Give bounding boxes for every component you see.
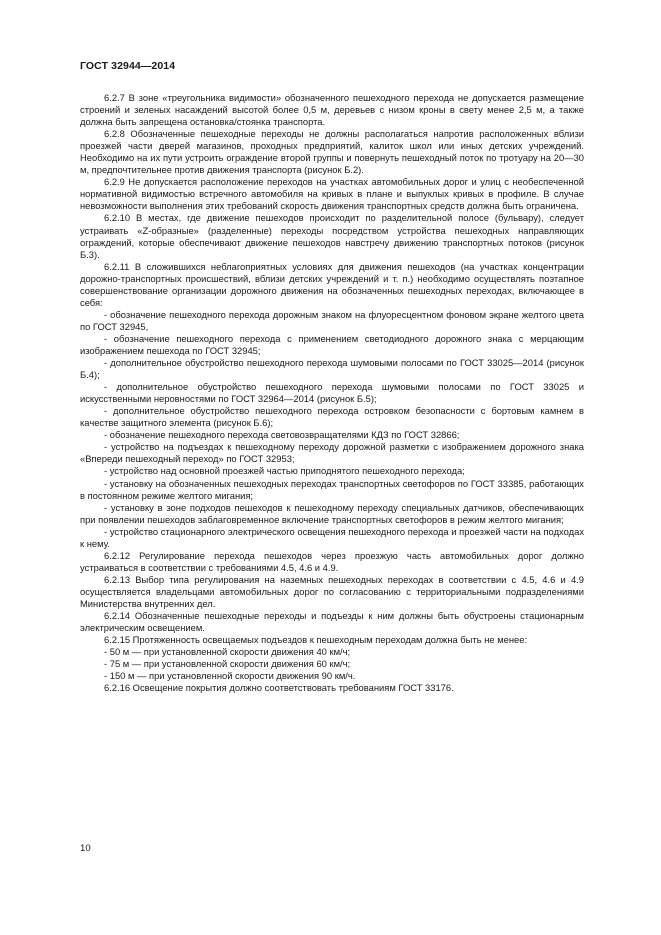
- clause-6-2-8: 6.2.8 Обозначенные пешеходные переходы не должны располагаться напротив расположенных вблизи проезжей части дверей магазинов, проходных предприятий, калиток школ или иных детских учреждений. Необходимо на их пути устроить ограждение второй группы и повернуть пешеходный поток по тротуару на 20—30 м, предпочтительнее против движения транспорта (рисунок Б.2).: [80, 128, 584, 176]
- document-header: ГОСТ 32944—2014: [80, 60, 176, 72]
- clause-6-2-15: 6.2.15 Протяженность освещаемых подъездов к пешеходным переходам должна быть не менее:: [104, 634, 528, 646]
- list-item: - 50 м — при установленной скорости движения 40 км/ч;: [104, 646, 351, 658]
- list-item: - устройство стационарного электрического освещения пешеходного перехода и проезжей части на подходах к нему.: [80, 525, 584, 549]
- list-item: - 75 м — при установленной скорости движения 60 км/ч;: [104, 658, 351, 670]
- list-item: - дополнительное обустройство пешеходного перехода островком безопасности с бортовым камнем в качестве защитного элемента (рисунок Б.6);: [80, 405, 584, 429]
- list-item: - установку в зоне подходов пешеходов к пешеходному переходу специальных датчиков, обеспечивающих при появлении пешеходов заблаговременное включение транспортных светофоров в режим желтого мигания;: [80, 501, 584, 525]
- clause-6-2-12: 6.2.12 Регулирование перехода пешеходов через проезжую часть автомобильных дорог должно устраиваться в соответствии с требованиями 4.5, 4.6 и 4.9.: [80, 549, 584, 573]
- clause-6-2-7: 6.2.7 В зоне «треугольника видимости» обозначенного пешеходного перехода не допускается размещение строений и зеленых насаждений высотой более 0,5 м, деревьев с низом кроны в свету менее 2,5 м, а также должна быть запрещена остановка/стоянка транспорта.: [80, 92, 584, 128]
- clause-6-2-14: 6.2.14 Обозначенные пешеходные переходы и подъезды к ним должны быть обустроены стационарным электрическим освещением.: [80, 610, 584, 634]
- list-item: - 150 м — при установленной скорости движения 90 км/ч.: [104, 670, 356, 682]
- list-item: - дополнительное обустройство пешеходного перехода шумовыми полосами по ГОСТ 33025—2014 (рисунок Б.4);: [80, 357, 584, 381]
- clause-6-2-9: 6.2.9 Не допускается расположение переходов на участках автомобильных дорог и улиц с необеспеченной нормативной видимостью встречного автомобиля на кривых в плане и выпуклых кривых в профиле. В случае невозможности выполнения этих требований скорость движения транспортных средств должна быть ограничена.: [80, 176, 584, 212]
- list-item: - обозначение пешеходного перехода с применением светодиодного дорожного знака с мерцающим изображением пешехода по ГОСТ 32945;: [80, 332, 584, 356]
- list-item: - обозначение пешеходного перехода дорожным знаком на флуоресцентном фоновом экране желтого цвета по ГОСТ 32945,: [80, 308, 584, 332]
- document-body: [80, 92, 584, 694]
- page-number: 10: [80, 843, 91, 854]
- list-item: - устройство на подъездах к пешеходному переходу дорожной разметки с изображением дорожного знака «Впереди пешеходный переход» по ГОСТ 32953;: [80, 441, 584, 465]
- clause-6-2-10: 6.2.10 В местах, где движение пешеходов происходит по разделительной полосе (бульвару), следует устраивать «Z-образные» (разделенные) переходы посредством устройства пешеходных направляющих ограждений, которые обеспечивают движение пешеходов навстречу движению транспортных потоков (рисунок Б.3).: [80, 212, 584, 260]
- list-item: - устройство над основной проезжей частью приподнятого пешеходного перехода;: [104, 465, 465, 477]
- clause-6-2-11: 6.2.11 В сложившихся неблагоприятных условиях для движения пешеходов (на участках концентрации дорожно-транспортных происшествий, вблизи детских учреждений и т. п.) необходимо осуществлять поэтапное совершенствование организации дорожного движения на обозначенных пешеходных переходах, включающее в себя:: [80, 260, 584, 308]
- list-item: - дополнительное обустройство пешеходного перехода шумовыми полосами по ГОСТ 33025 и искусственными неровностями по ГОСТ 32964—2014 (рисунок Б.5);: [80, 381, 584, 405]
- list-item: - установку на обозначенных пешеходных переходах транспортных светофоров по ГОСТ 33385, работающих в постоянном режиме желтого мигания;: [80, 477, 584, 501]
- list-item: - обозначение пешеходного перехода световозвращателями КДЗ по ГОСТ 32866;: [104, 429, 460, 441]
- clause-6-2-13: 6.2.13 Выбор типа регулирования на наземных пешеходных переходах в соответствии с 4.5, 4.6 и 4.9 осуществляется владельцами автомобильных дорог по согласованию с территориальными подразделениями Министерства внутренних дел.: [80, 573, 584, 609]
- clause-6-2-16: 6.2.16 Освещение покрытия должно соответствовать требованиям ГОСТ 33176.: [104, 682, 454, 694]
